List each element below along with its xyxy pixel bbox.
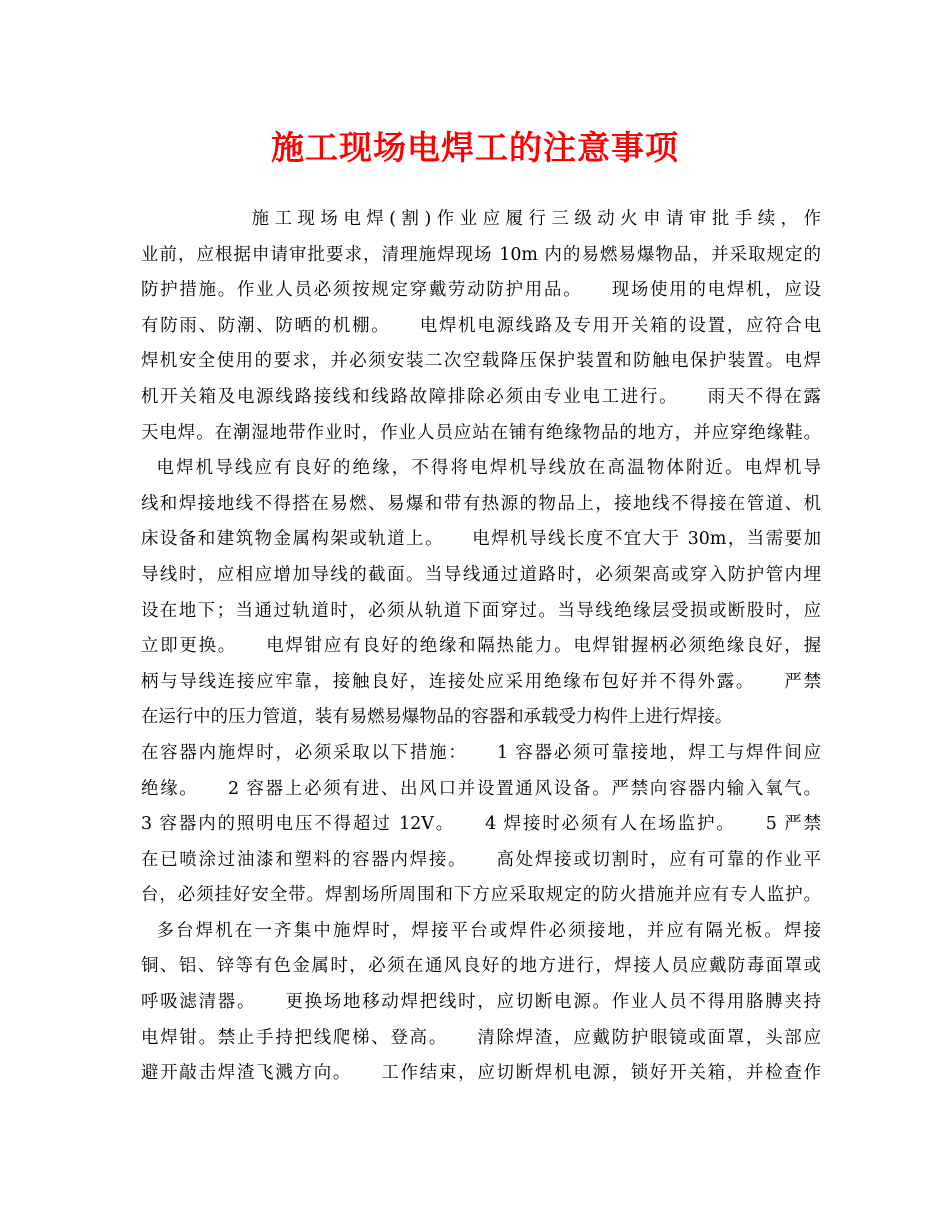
body-line: 业前，应根据申请审批要求，清理施焊现场 10m 内的易燃易爆物品，并采取规定的 (141, 244, 821, 265)
body-line: 3 容器内的照明电压不得超过 12V。 4 焊接时必须有人在场监护。 5 严禁 (141, 814, 821, 835)
document-title: 施工现场电焊工的注意事项 (271, 128, 679, 167)
body-line: 台，必须挂好安全带。焊割场所周围和下方应采取规定的防火措施并应有专人监护。 (141, 885, 821, 906)
body-line: 有防雨、防潮、防晒的机棚。 电焊机电源线路及专用开关箱的设置，应符合电 (141, 315, 821, 336)
body-line: 绝缘。 2 容器上必须有进、出风口并设置通风设备。严禁向容器内输入氧气。 (141, 778, 821, 799)
body-line: 呼吸滤清器。 更换场地移动焊把线时，应切断电源。作业人员不得用胳膊夹持 (141, 992, 821, 1013)
body-line: 柄与导线连接应牢靠，接触良好，连接处应采用绝缘布包好并不得外露。 严禁 (141, 671, 821, 692)
body-line: 电焊机导线应有良好的绝缘，不得将电焊机导线放在高温物体附近。电焊机导 (141, 458, 821, 479)
body-line: 天电焊。在潮湿地带作业时，作业人员应站在铺有绝缘物品的地方，并应穿绝缘鞋。 (141, 422, 821, 443)
body-line: 导线时，应相应增加导线的截面。当导线通过道路时，必须架高或穿入防护管内埋 (141, 564, 821, 585)
body-line: 防护措施。作业人员必须按规定穿戴劳动防护用品。 现场使用的电焊机，应设 (141, 280, 821, 301)
body-line: 机开关箱及电源线路接线和线路故障排除必须由专业电工进行。 雨天不得在露 (141, 386, 821, 407)
body-line: 线和焊接地线不得搭在易燃、易爆和带有热源的物品上，接地线不得接在管道、机 (141, 493, 821, 514)
body-line: 床设备和建筑物金属构架或轨道上。 电焊机导线长度不宜大于 30m，当需要加 (141, 529, 821, 550)
body-line: 在已喷涂过油漆和塑料的容器内焊接。 高处焊接或切割时，应有可靠的作业平 (141, 849, 821, 870)
body-line: 设在地下；当通过轨道时，必须从轨道下面穿过。当导线绝缘层受损或断股时，应 (141, 600, 821, 621)
body-line: 施工现场电焊(割)作业应履行三级动火申请审批手续，作 (141, 209, 821, 229)
body-line: 焊机安全使用的要求，并必须安装二次空载降压保护装置和防触电保护装置。电焊 (141, 351, 821, 372)
body-line: 避开敲击焊渣飞溅方向。 工作结束，应切断焊机电源，锁好开关箱，并检查作 (141, 1063, 821, 1084)
document-body (141, 202, 821, 1092)
body-line: 铜、铝、锌等有色金属时，必须在通风良好的地方进行，焊接人员应戴防毒面罩或 (141, 956, 821, 977)
body-line: 立即更换。 电焊钳应有良好的绝缘和隔热能力。电焊钳握柄必须绝缘良好，握 (141, 636, 821, 657)
body-line: 在运行中的压力管道，装有易燃易爆物品的容器和承载受力构件上进行焊接。 (141, 707, 733, 728)
body-line: 多台焊机在一齐集中施焊时，焊接平台或焊件必须接地，并应有隔光板。焊接 (141, 920, 821, 941)
body-line: 电焊钳。禁止手持把线爬梯、登高。 清除焊渣，应戴防护眼镜或面罩，头部应 (141, 1027, 821, 1048)
body-line: 在容器内施焊时，必须采取以下措施： 1 容器必须可靠接地，焊工与焊件间应 (141, 742, 821, 763)
